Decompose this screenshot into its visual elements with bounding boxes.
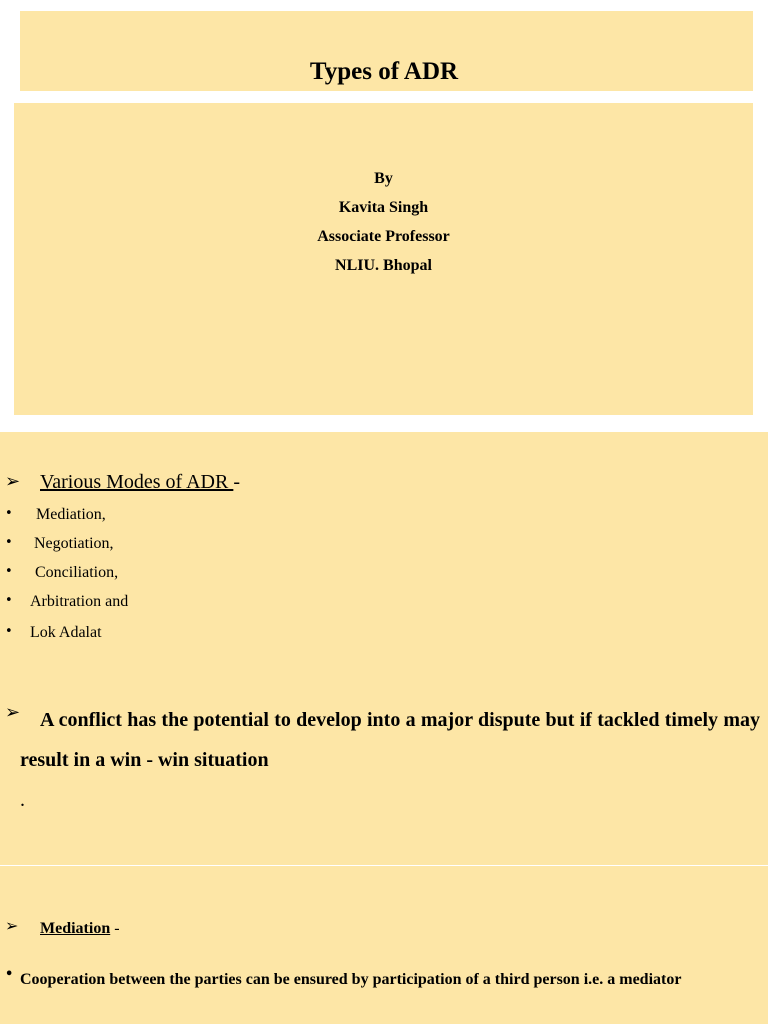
bullet-icon: •: [5, 535, 13, 550]
mediation-heading-text: Mediation: [40, 920, 111, 937]
mediation-paragraph: Cooperation between the parties can be ensured by participation of a third person i.e. a mediator: [20, 971, 682, 988]
bullet-icon: •: [5, 967, 14, 982]
modes-heading: [40, 468, 240, 496]
author-position: Associate Professor: [317, 228, 450, 245]
mediation-slide: [0, 866, 768, 1024]
modes-heading-suffix: -: [233, 471, 241, 493]
bullet-icon: •: [5, 624, 13, 639]
bullet-icon: •: [5, 506, 13, 521]
modes-heading-text: Various Modes of ADR: [40, 471, 234, 493]
mediation-heading: [40, 917, 120, 941]
bullet-icon: •: [5, 564, 13, 579]
page-title: Types of ADR: [309, 58, 459, 85]
author-institution: NLIU. Bhopal: [335, 257, 432, 274]
mediation-heading-suffix: -: [110, 920, 120, 937]
document-page: Types of ADR By Kavita Singh Associate Professor NLIU. Bhopal ➢ Various Modes of ADR - • Mediation, • Negotiation, • Conciliation, • Arbitration and • Lok Adalat ➢ A conflict has the potential to develop into a major dispute but if tackled timely may result in a win - win situation. ➢ Mediation - • Cooperation between the parties can be ensured by participation of a third person i.e. a mediator: [0, 0, 768, 1024]
bullet-icon: •: [5, 593, 13, 608]
author-name: Kavita Singh: [338, 199, 429, 216]
conflict-paragraph: A conflict has the potential to develop into a major dispute but if tackled timely may result in a win - win situation.: [20, 709, 760, 811]
author-block: [14, 164, 753, 280]
arrow-bullet-icon: ➢: [5, 471, 21, 492]
arrow-bullet-icon: ➢: [5, 702, 21, 723]
arrow-bullet-icon: ➢: [5, 916, 19, 935]
author-by: By: [374, 170, 393, 187]
